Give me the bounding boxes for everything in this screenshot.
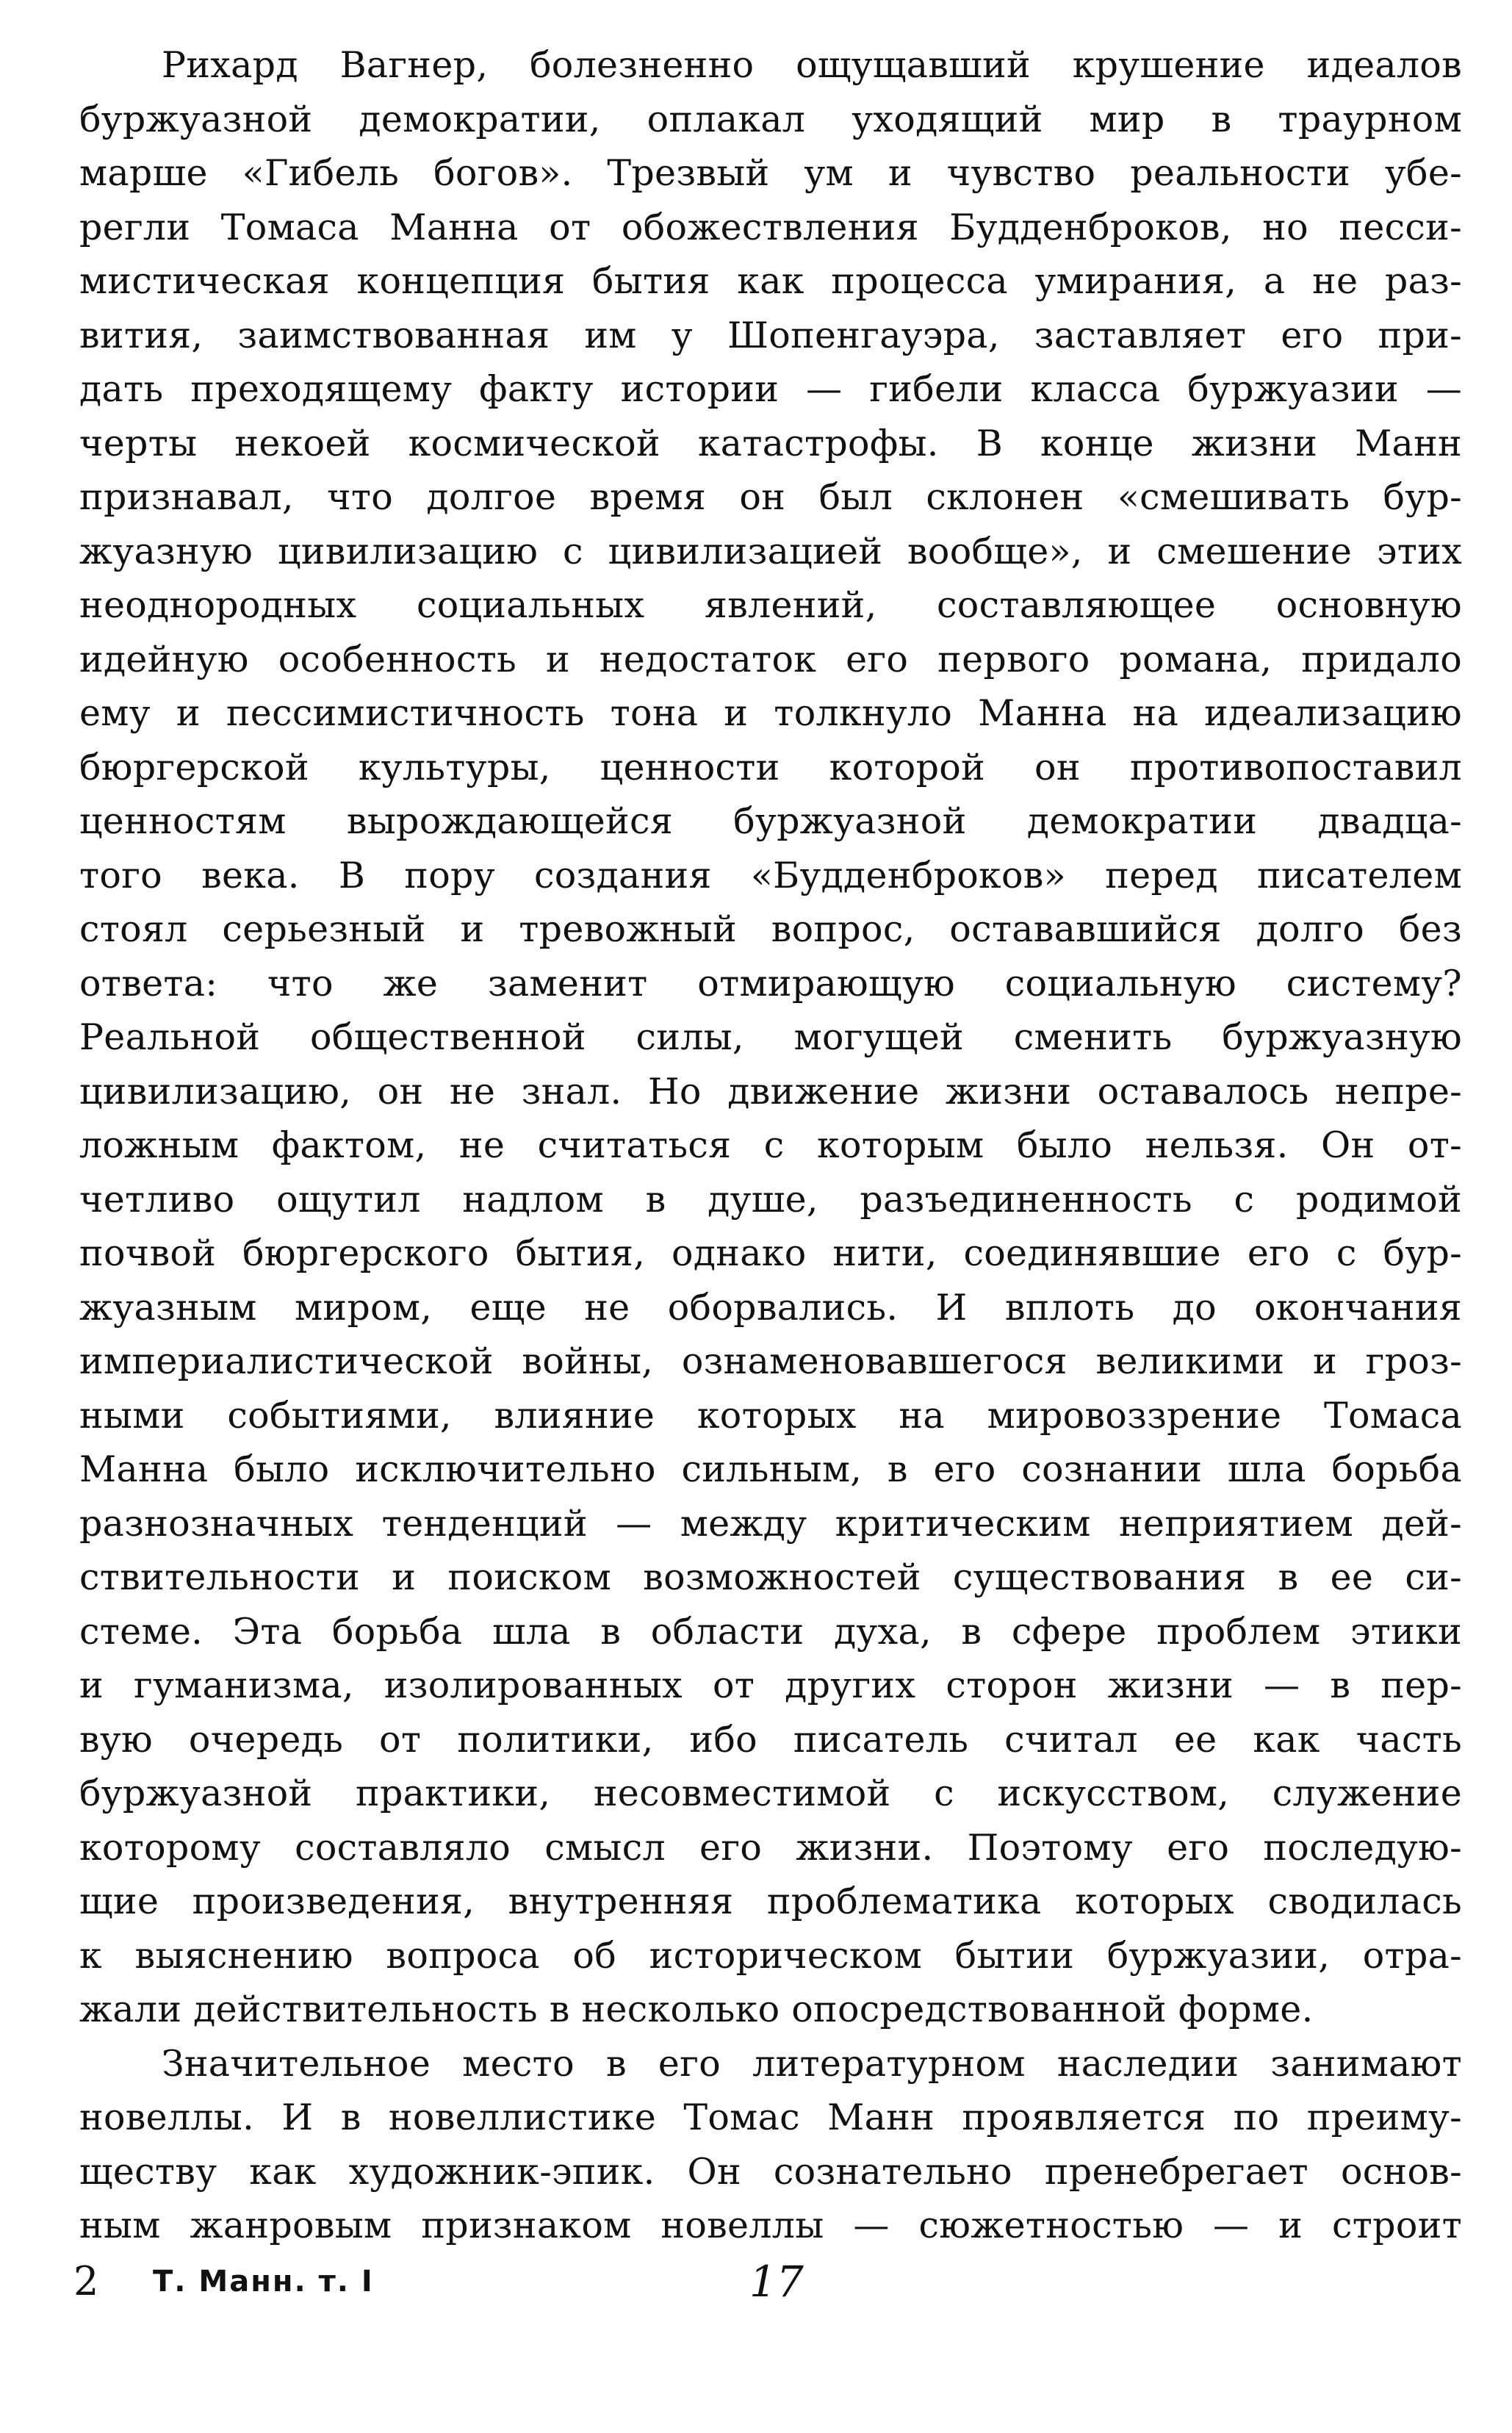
text-line: вития, заимствованная им у Шопенгауэра, заставляет его при- <box>79 314 1462 356</box>
signature-text: Т. Манн. т. I <box>153 2265 374 2299</box>
text-line: стоял серьезный и тревожный вопрос, остававшийся долго без <box>79 908 1462 950</box>
paragraph-end-line: жали действительность в несколько опосредствованной форме. <box>79 1988 1314 2030</box>
text-line: и гуманизма, изолированных от других сторон жизни — в пер- <box>79 1664 1462 1706</box>
text-line: ными событиями, влияние которых на мировоззрение Томаса <box>79 1394 1462 1437</box>
text-line: марше «Гибель богов». Трезвый ум и чувство реальности убе- <box>79 152 1462 194</box>
text-line: империалистической войны, ознаменовавшегося великими и гроз- <box>79 1340 1462 1382</box>
text-line: идейную особенность и недостаток его первого романа, придало <box>79 638 1462 680</box>
text-line: Значительное место в его литературном наследии занимают <box>162 2042 1462 2085</box>
text-line: почвой бюргерского бытия, однако нити, соединявшие его с бур- <box>79 1232 1462 1274</box>
text-line: к выяснению вопроса об историческом бытии буржуазии, отра- <box>79 1934 1462 1977</box>
text-line: ствительности и поиском возможностей существования в ее си- <box>79 1556 1462 1598</box>
text-line: ему и пессимистичность тона и толкнуло Манна на идеализацию <box>79 692 1462 734</box>
text-line: ценностям вырождающейся буржуазной демократии двадца- <box>79 800 1462 842</box>
text-line: разнозначных тенденций — между критическим неприятием дей- <box>79 1502 1462 1545</box>
text-line: буржуазной практики, несовместимой с искусством, служение <box>79 1772 1462 1814</box>
text-line: новеллы. И в новеллистике Томас Манн проявляется по преиму- <box>79 2096 1462 2138</box>
body-text <box>79 38 1462 2253</box>
signature-number: 2 <box>73 2258 99 2304</box>
text-line: которому составляло смысл его жизни. Поэтому его последую- <box>79 1826 1462 1869</box>
page-footer <box>0 2249 1512 2315</box>
text-line: ным жанровым признаком новеллы — сюжетностью — и строит <box>79 2204 1462 2246</box>
text-line: неоднородных социальных явлений, составляющее основную <box>79 584 1462 626</box>
page-number: 17 <box>749 2257 804 2307</box>
text-line: Реальной общественной силы, могущей сменить буржуазную <box>79 1016 1462 1058</box>
text-line: стеме. Эта борьба шла в области духа, в сфере проблем этики <box>79 1610 1462 1653</box>
text-line: черты некоей космической катастрофы. В конце жизни Манн <box>79 422 1462 464</box>
text-line: того века. В пору создания «Будденброков» перед писателем <box>79 854 1462 896</box>
text-line: четливо ощутил надлом в душе, разъединенность с родимой <box>79 1178 1462 1221</box>
text-line: вую очередь от политики, ибо писатель считал ее как часть <box>79 1718 1462 1761</box>
text-line: буржуазной демократии, оплакал уходящий мир в траурном <box>79 98 1462 140</box>
text-line: признавал, что долгое время он был склонен «смешивать бур- <box>79 476 1462 518</box>
text-line: ответа: что же заменит отмирающую социальную систему? <box>79 962 1462 1005</box>
text-line: цивилизацию, он не знал. Но движение жизни оставалось непре- <box>79 1070 1462 1113</box>
text-line: мистическая концепция бытия как процесса умирания, а не раз- <box>79 260 1462 302</box>
text-line: дать преходящему факту истории — гибели класса буржуазии — <box>79 368 1462 410</box>
text-line: Манна было исключительно сильным, в его сознании шла борьба <box>79 1448 1462 1490</box>
text-line: Рихард Вагнер, болезненно ощущавший крушение идеалов <box>162 44 1462 86</box>
text-line: жуазную цивилизацию с цивилизацией вообще», и смешение этих <box>79 530 1462 572</box>
text-line: ществу как художник-эпик. Он сознательно пренебрегает основ- <box>79 2150 1462 2193</box>
text-line: жуазным миром, еще не оборвались. И вплоть до окончания <box>79 1286 1462 1329</box>
text-line: ложным фактом, не считаться с которым было нельзя. Он от- <box>79 1124 1462 1166</box>
text-line: бюргерской культуры, ценности которой он противопоставил <box>79 746 1462 788</box>
text-line: регли Томаса Манна от обожествления Будденброков, но песси- <box>79 206 1462 248</box>
text-line: щие произведения, внутренняя проблематика которых сводилась <box>79 1880 1462 1922</box>
